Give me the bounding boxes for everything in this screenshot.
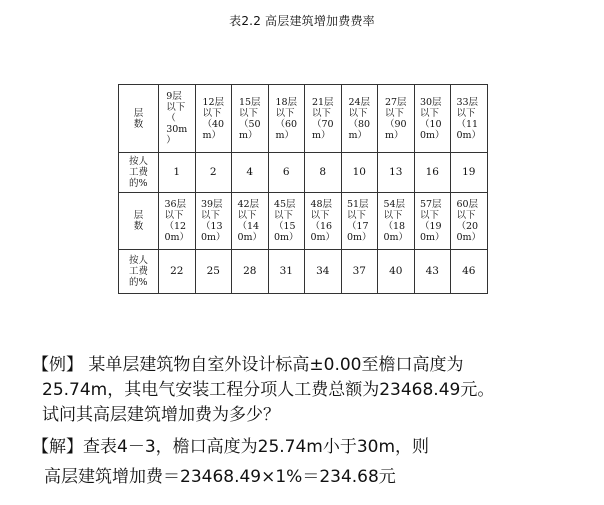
floor-cell: 60层 以下 （20 0m） bbox=[451, 193, 488, 250]
floor-cell: 36层 以下 （12 0m） bbox=[159, 193, 196, 250]
table-row bbox=[119, 250, 488, 294]
rate-cell: 6 bbox=[268, 153, 305, 193]
table-title: 表2.2 高层建筑增加费费率 bbox=[229, 14, 375, 28]
rate-header-cell: 按人 工费 的% bbox=[119, 250, 159, 294]
floor-cell: 45层 以下 （15 0m） bbox=[268, 193, 305, 250]
rate-cell: 40 bbox=[378, 250, 415, 294]
floor-cell: 9层 以下 （ 30m ） bbox=[159, 85, 196, 153]
rate-cell: 37 bbox=[341, 250, 378, 294]
floor-cell: 18层 以下 （60 m） bbox=[268, 85, 305, 153]
rate-cell: 8 bbox=[305, 153, 342, 193]
high-rise-rate-table bbox=[118, 84, 488, 294]
floor-cell: 27层 以下 （90 m） bbox=[378, 85, 415, 153]
rate-cell: 10 bbox=[341, 153, 378, 193]
solution-result-line: 高层建筑增加费＝23468.49×1%＝234.68元 bbox=[44, 467, 396, 487]
rate-cell: 16 bbox=[414, 153, 451, 193]
rate-cell: 19 bbox=[451, 153, 488, 193]
rate-cell: 1 bbox=[159, 153, 196, 193]
rate-cell: 13 bbox=[378, 153, 415, 193]
rate-cell: 22 bbox=[159, 250, 196, 294]
floor-header-cell: 层 数 bbox=[119, 85, 159, 153]
table-row bbox=[119, 85, 488, 153]
floor-cell: 39层 以下 （13 0m） bbox=[195, 193, 232, 250]
floor-cell: 42层 以下 （14 0m） bbox=[232, 193, 269, 250]
floor-cell: 21层 以下 （70 m） bbox=[305, 85, 342, 153]
floor-cell: 33层 以下 （11 0m） bbox=[451, 85, 488, 153]
floor-cell: 48层 以下 （16 0m） bbox=[305, 193, 342, 250]
rate-cell: 25 bbox=[195, 250, 232, 294]
floor-cell: 54层 以下 （18 0m） bbox=[378, 193, 415, 250]
table-row bbox=[119, 153, 488, 193]
floor-cell: 15层 以下 （50 m） bbox=[232, 85, 269, 153]
floor-cell: 30层 以下 （10 0m） bbox=[414, 85, 451, 153]
rate-cell: 2 bbox=[195, 153, 232, 193]
example-question-line: 试问其高层建筑增加费为多少？ bbox=[42, 405, 280, 425]
floor-cell: 51层 以下 （17 0m） bbox=[341, 193, 378, 250]
floor-cell: 24层 以下 （80 m） bbox=[341, 85, 378, 153]
floor-cell: 57层 以下 （19 0m） bbox=[414, 193, 451, 250]
rate-cell: 28 bbox=[232, 250, 269, 294]
rate-cell: 43 bbox=[414, 250, 451, 294]
example-statement-line: 【例】 某单层建筑物自室外设计标高±0.00至檐口高度为 bbox=[32, 355, 464, 375]
solution-line: 【解】查表4－3，檐口高度为25.74m小于30m，则 bbox=[32, 437, 430, 457]
floor-cell: 12层 以下 （40 m） bbox=[195, 85, 232, 153]
rate-cell: 31 bbox=[268, 250, 305, 294]
rate-header-cell: 按人 工费 的% bbox=[119, 153, 159, 193]
rate-cell: 34 bbox=[305, 250, 342, 294]
rate-cell: 4 bbox=[232, 153, 269, 193]
table-row bbox=[119, 193, 488, 250]
floor-header-cell: 层 数 bbox=[119, 193, 159, 250]
rate-cell: 46 bbox=[451, 250, 488, 294]
example-statement-line: 25.74m，其电气安装工程分项人工费总额为23468.49元。 bbox=[42, 380, 495, 400]
